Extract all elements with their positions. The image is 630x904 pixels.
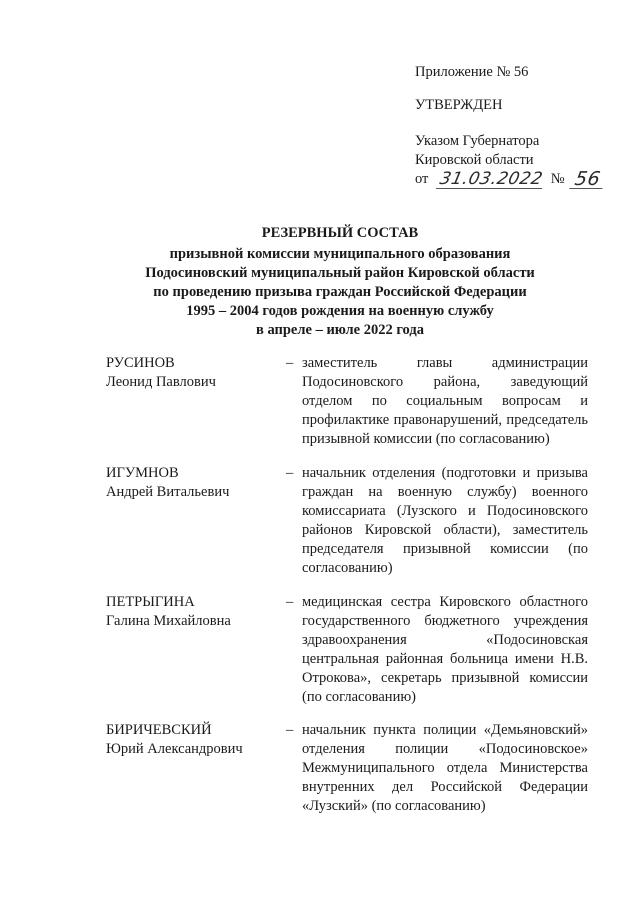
member-role: медицинская сестра Кировского областного государственного бюджетного учреждения здравоохранения «Подосиновская центральная районная больница имени Н.В. Отрокова», секретарь призывной комиссии (по согласованию) xyxy=(302,594,588,705)
member-dash: – xyxy=(286,355,294,371)
title-line-3: по проведению призыва граждан Российской Федерации xyxy=(153,284,527,300)
approval-block xyxy=(415,63,604,189)
from-label: от xyxy=(415,171,429,187)
title-main: РЕЗЕРВНЫЙ СОСТАВ xyxy=(261,225,419,241)
handwritten-date: 31.03.2022 xyxy=(438,169,545,189)
member-name xyxy=(106,464,276,502)
title-line-4: 1995 – 2004 годов рождения на военную службу xyxy=(186,303,494,319)
member-surname: ПЕТРЫГИНА xyxy=(106,594,195,610)
member-name xyxy=(106,354,276,392)
member-surname: БИРИЧЕВСКИЙ xyxy=(106,722,212,738)
member-given-names: Галина Михайловна xyxy=(106,613,231,629)
member-given-names: Андрей Витальевич xyxy=(106,484,230,500)
document-title xyxy=(40,224,630,340)
member-dash: – xyxy=(286,594,294,610)
decree-date-row xyxy=(415,170,604,189)
member-name xyxy=(106,593,276,631)
member-surname: ИГУМНОВ xyxy=(106,465,179,481)
member-dash: – xyxy=(286,465,294,481)
member-dash: – xyxy=(286,722,294,738)
decree-line-2: Кировской области xyxy=(415,152,534,168)
member-surname: РУСИНОВ xyxy=(106,355,175,371)
member-given-names: Юрий Александрович xyxy=(106,741,243,757)
member-role: начальник отделения (подготовки и призыва граждан на военную службу) военного комиссариата (Лузского и Подосиновского районов Кировской области), заместитель председателя призывной комиссии (по согласованию) xyxy=(302,465,588,576)
member-role: заместитель главы администрации Подосиновского района, заведующий отделом по социальным вопросам и профилактике правонарушений, председатель призывной комиссии (по согласованию) xyxy=(302,355,588,447)
member-given-names: Леонид Павлович xyxy=(106,374,216,390)
approved-label: УТВЕРЖДЕН xyxy=(415,97,503,113)
handwritten-number: 56 xyxy=(569,170,606,189)
decree-line-1: Указом Губернатора xyxy=(415,133,540,149)
title-line-5: в апреле – июле 2022 года xyxy=(256,322,424,338)
member-role: начальник пункта полиции «Демьяновский» отделения полиции «Подосиновское» Межмуниципального отдела Министерства внутренних дел Российской Федерации «Лузский» (по согласованию) xyxy=(302,722,588,814)
member-name xyxy=(106,721,276,759)
title-line-2: Подосиновский муниципальный район Кировской области xyxy=(145,265,535,281)
title-line-1: призывной комиссии муниципального образования xyxy=(169,246,511,262)
appendix-label: Приложение № 56 xyxy=(415,64,529,80)
number-sign: № xyxy=(550,171,565,187)
